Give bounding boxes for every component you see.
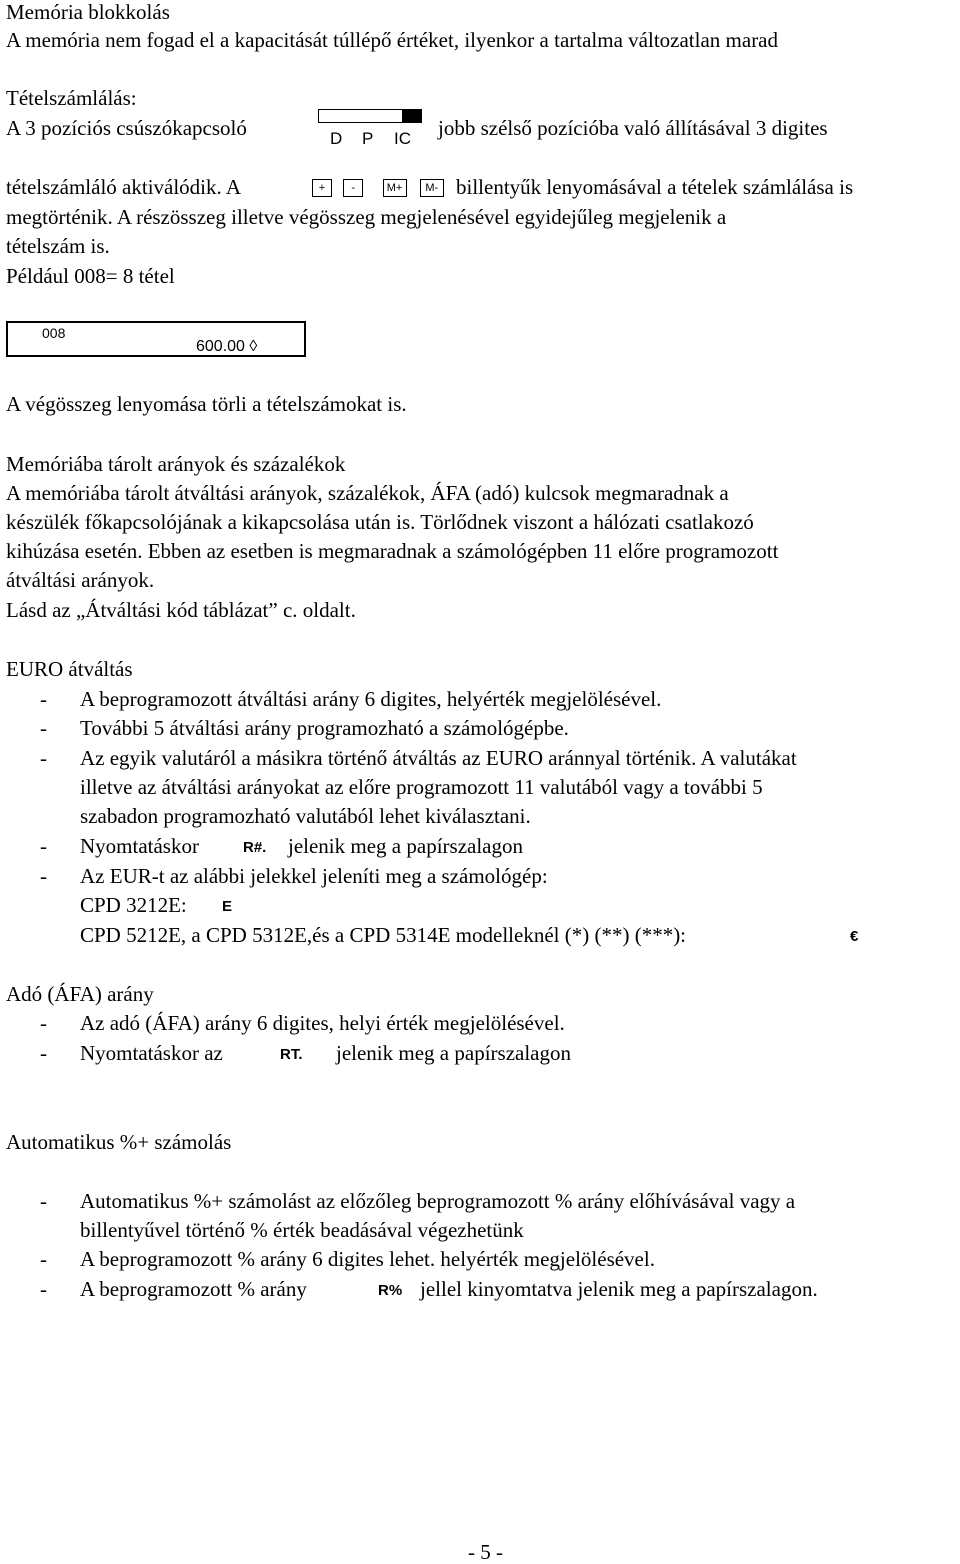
slide-switch-icon: D P IC: [318, 107, 424, 151]
stored-rates-text-4: átváltási arányok.: [6, 568, 155, 592]
item-count-text-3: megtörténik. A részösszeg illetve végösszeg megjelenésével egyidejűleg megjelenik a: [6, 205, 727, 229]
stored-rates-text-2: készülék főkapcsolójának a kikapcsolása után is. Törlődnek viszont a hálózati csatlakozó: [6, 510, 754, 534]
heading-item-count: Tételszámlálás:: [6, 86, 137, 110]
auto-item-3a: A beprogramozott % arány: [80, 1277, 307, 1301]
euro-model-2: CPD 5212E, a CPD 5312E,és a CPD 5314E modelleknél (*) (**) (***):: [80, 923, 687, 947]
heading-memory-lock: Memória blokkolás: [6, 0, 170, 24]
item-count-text-2a: tételszámláló aktiválódik. A: [6, 175, 242, 199]
display-example: [6, 321, 306, 357]
auto-item-1-cont: billentyűvel történő % érték beadásával végezhetünk: [80, 1218, 524, 1242]
m-plus-key-icon: M+: [383, 179, 407, 197]
list-dash: -: [40, 1247, 47, 1271]
euro-item-3-cont-2: szabadon programozható valutából lehet kiválasztani.: [80, 804, 531, 828]
m-minus-key-icon: M-: [420, 179, 444, 197]
euro-sign-icon: €: [850, 928, 859, 946]
stored-rates-text-3: kihúzása esetén. Ebben az esetben is megmaradnak a számológépben 11 előre programozott: [6, 539, 779, 563]
item-count-text-2b: billentyűk lenyomásával a tételek számlálása is: [456, 175, 854, 199]
stored-rates-text-5: Lásd az „Átváltási kód táblázat” c. oldalt.: [6, 598, 356, 622]
vat-item-1: Az adó (ÁFA) arány 6 digites, helyi érték megjelölésével.: [80, 1011, 565, 1035]
list-dash: -: [40, 1041, 47, 1065]
item-count-text-1a: A 3 pozíciós csúszókapcsoló: [6, 116, 247, 140]
list-dash: -: [40, 716, 47, 740]
stored-rates-text-1: A memóriába tárolt átváltási arányok, százalékok, ÁFA (adó) kulcsok megmaradnak a: [6, 481, 729, 505]
page-number: - 5 -: [468, 1540, 503, 1564]
list-dash: -: [40, 687, 47, 711]
display-count: 008: [42, 325, 66, 341]
list-dash: -: [40, 834, 47, 858]
auto-item-2: A beprogramozott % arány 6 digites lehet. helyérték megjelölésével.: [80, 1247, 655, 1271]
key-icons: [312, 174, 444, 198]
euro-item-4a: Nyomtatáskor: [80, 834, 199, 858]
list-dash: -: [40, 1277, 47, 1301]
r-hash-icon: R#.: [243, 839, 267, 857]
list-dash: -: [40, 1189, 47, 1213]
memory-lock-text: A memória nem fogad el a kapacitását túllépő értéket, ilyenkor a tartalma változatlan marad: [6, 28, 779, 52]
e-symbol-icon: E: [222, 898, 233, 916]
heading-stored-rates: Memóriába tárolt arányok és százalékok: [6, 452, 346, 476]
heading-vat: Adó (ÁFA) arány: [6, 982, 154, 1006]
rt-icon: RT.: [280, 1046, 303, 1064]
total-clears-text: A végösszeg lenyomása törli a tételszámokat is.: [6, 392, 407, 416]
euro-item-5: Az EUR-t az alábbi jelekkel jeleníti meg a számológép:: [80, 864, 548, 888]
item-count-example: Például 008= 8 tétel: [6, 264, 175, 288]
list-dash: -: [40, 1011, 47, 1035]
vat-item-2b: jelenik meg a papírszalagon: [336, 1041, 571, 1065]
auto-item-1: Automatikus %+ számolást az előzőleg beprogramozott % arány előhívásával vagy a: [80, 1189, 796, 1213]
euro-model-1: CPD 3212E:: [80, 893, 187, 917]
list-dash: -: [40, 864, 47, 888]
euro-item-1: A beprogramozott átváltási arány 6 digites, helyérték megjelölésével.: [80, 687, 662, 711]
list-dash: -: [40, 746, 47, 770]
heading-auto-percent: Automatikus %+ számolás: [6, 1130, 232, 1154]
display-amount: 600.00 ◊: [196, 338, 258, 355]
euro-item-3-cont-1: illetve az átváltási arányokat az előre programozott 11 valutából vagy a további 5: [80, 775, 763, 799]
item-count-text-4: tételszám is.: [6, 234, 110, 258]
heading-euro: EURO átváltás: [6, 657, 133, 681]
auto-item-3b: jellel kinyomtatva jelenik meg a papírszalagon.: [420, 1277, 818, 1301]
euro-item-2: További 5 átváltási arány programozható a számológépbe.: [80, 716, 569, 740]
euro-item-4b: jelenik meg a papírszalagon: [288, 834, 523, 858]
vat-item-2a: Nyomtatáskor az: [80, 1041, 223, 1065]
plus-key-icon: +: [312, 179, 332, 197]
euro-item-3: Az egyik valutáról a másikra történő átváltás az EURO aránnyal történik. A valutákat: [80, 746, 797, 770]
r-percent-icon: R%: [378, 1282, 403, 1300]
minus-key-icon: -: [343, 179, 363, 197]
item-count-text-1b: jobb szélső pozícióba való állításával 3 digites: [438, 116, 828, 140]
